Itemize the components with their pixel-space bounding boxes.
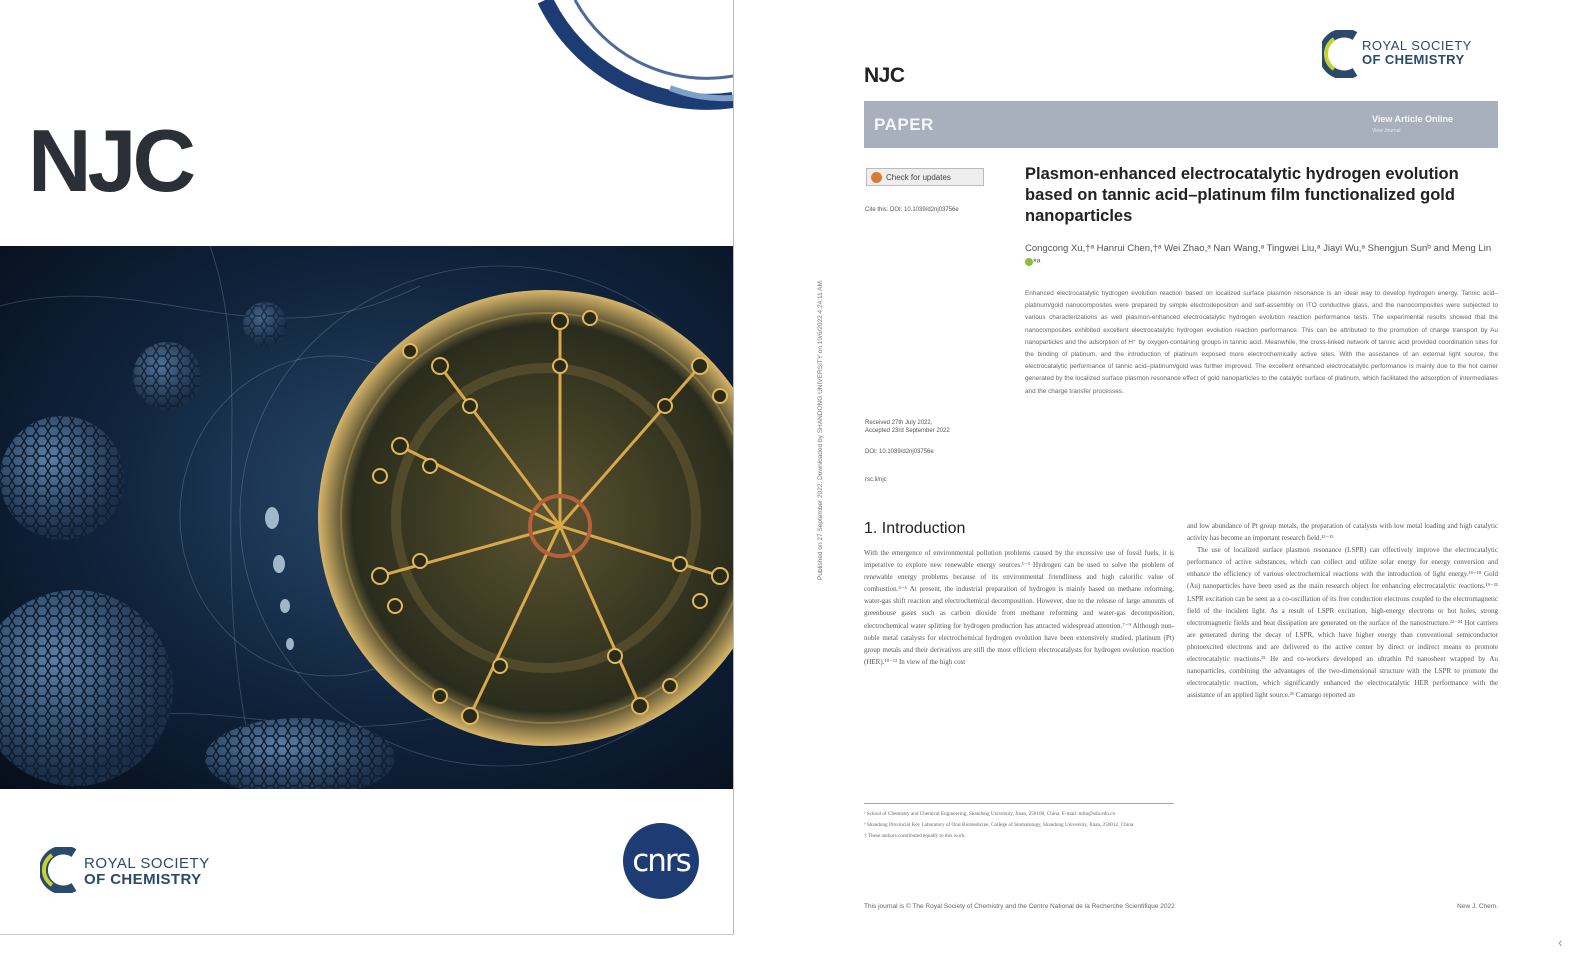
article-publisher-name [1362, 39, 1502, 66]
body-column-left: With the emergence of environmental pollution problems caused by the excessive use of fossil fuels, it is imperative to explore new renewable energy sources.¹⁻³ Hydrogen can be used to solve the problem of renewable energy problems because of its environmental friendliness and high calorific value of combustion.⁴⁻⁶ At present, the industrial preparation of hydrogen is mainly based on methane reforming, water-gas shift reaction and electrochemical decomposition. However, due to the release of large amounts of greenhouse gases such as carbon dioxide from methane reforming and water-gas decomposition, electrochemical water splitting for hydrogen production has attracted widespread attention.⁷⁻⁹ Although non-noble metal catalysts for electrochemical hydrogen evolution have been extensively studied, platinum (Pt) group metals and their derivatives are still the most efficient electrocatalysts for hydrogen evolution reaction (HER).¹⁰⁻¹² In view of the high cost [864, 549, 1174, 666]
check-for-updates-button[interactable] [866, 168, 984, 186]
body-column-right [1187, 520, 1498, 701]
authors-text: Congcong Xu,†ᵃ Hanrui Chen,†ᵃ Wei Zhao,ᵃ Nan Wang,ᵃ Tingwei Liu,ᵃ Jiayi Wu,ᵃ Shengjun Sunᵇ and Meng Lin [1025, 243, 1492, 254]
article-type-bar [864, 101, 1498, 148]
rsc-logo-mark [1322, 30, 1358, 78]
check-updates-icon [871, 172, 882, 183]
received-dates [865, 419, 950, 435]
cite-this: Cite this: DOI: 10.1039/d2nj03756e [865, 207, 959, 213]
cover-publisher-line1: ROYAL SOCIETY [84, 855, 210, 872]
body-paragraph: The use of localized surface plasmon resonance (LSPR) can effectively improve the electrocatalytic performance of active substances, which can collect and utilize solar energy for energy conversion and enhance the efficiency of various electrochemical reactions with the introduction of light energy.¹⁶⁻¹⁸ Gold (Au) nanoparticles have been used as the main research object for enhancing electrocatalytic reactions.¹⁹⁻²¹ LSPR excitation can be seen as a co-oscillation of its free conduction electrons coupled to the electromagnetic field of the incident light. As a result of LSPR excitation, high-energy electrons or hot holes, strong electromagnetic fields and heat dissipation are generated on the surface of the nanostructure.²²⁻²⁴ Hot carriers are generated during the decay of LSPR, which have higher energy than conventional semiconductor photoexcited electrons and are delivered to the active center by direct or indirect means to promote electrocatalytic reactions.²⁵ He and co-workers developed an ultrathin Pd nanosheet wrapped by Au nanoparticles, combining the advantages of the two-dimensional structure with the LSPR to promote the electrocatalytic reaction, which significantly enhanced the electrocatalytic HER performance with the assistance of an applied light source.²⁶ Camargo reported an [1187, 546, 1498, 700]
footer-copyright: This journal is © The Royal Society of Chemistry and the Centre National de la Recherche Scientifique 2022 [864, 903, 1175, 910]
footnotes [864, 809, 1174, 841]
view-journal-link[interactable]: View Journal [1372, 128, 1401, 134]
rsc-logo-mark [40, 847, 78, 893]
check-updates-label: Check for updates [886, 172, 951, 182]
cover-publisher-name [84, 856, 210, 888]
accepted-date: Accepted 23rd September 2022 [865, 428, 950, 434]
footer-journal-abbrev: New J. Chem. [1457, 903, 1498, 910]
article-title: Plasmon-enhanced electrocatalytic hydrogen evolution based on tannic acid–platinum film functionalized gold nanoparticles [1025, 165, 1459, 225]
article-publisher-line2: OF CHEMISTRY [1362, 51, 1465, 67]
cover-journal-title: NJC [28, 111, 193, 210]
cnrs-logo-text: cnrs [632, 843, 690, 879]
body-paragraph: and low abundance of Pt group metals, the preparation of catalysts with low metal loading and high catalytic activity has become an important research field.¹³⁻¹⁵ [1187, 522, 1498, 543]
orcid-icon[interactable] [1025, 258, 1033, 266]
footnote: ᵃ School of Chemistry and Chemical Engineering, Shandong University, Jinan, 250100, China. E-mail: mlin@sdu.edu.cn [864, 811, 1116, 817]
journal-link[interactable]: rsc.li/njc [865, 477, 887, 483]
journal-cover [0, 0, 734, 935]
article-authors [1025, 242, 1495, 270]
footnote: † These authors contributed equally to this work. [864, 832, 966, 839]
cover-publisher-line2: OF CHEMISTRY [84, 870, 202, 888]
received-date: Received 27th July 2022, [865, 420, 933, 426]
article-journal-title: NJC [864, 64, 905, 87]
section-heading-introduction: 1. Introduction [864, 520, 966, 537]
cnrs-logo [623, 823, 699, 899]
cover-artwork [0, 246, 733, 789]
cover-arc-decoration [520, 0, 733, 115]
article-abstract: Enhanced electrocatalytic hydrogen evolution reaction based on localized surface plasmon resonance is an ideal way to develop hydrogen energy. Tannic acid–platinum/gold nanocomposites were prepared by simple electrodeposition and self-assembly on ITO conductive glass, and the nanocomposites were subjected to various characterizations as well plasmon-enhanced electrocatalytic hydrogen evolution reaction performance tests. The experimental results showed that the nanocomposites exhibited excellent electrocatalytic hydrogen evolution reaction performance. This can be attributed to the promotion of charge transport by Au nanoparticles and the adsorption of H⁺ by oxygen-containing groups in tannic acid. Meanwhile, the cross-linked network of tannic acid provided coordination sites for the binding of platinum, and the introduction of platinum exposed more electrochemically active sites. With the assistance of an external light source, the electrocatalytic performance of tannic acid–platinum/gold was further improved. The excellent enhanced electrocatalytic performance is mainly due to the hot carrier generated by the localized surface plasmon resonance effect of gold nanoparticles to the catalytic surface of platinum, which facilitated the adsorption of intermediates and the charge transfer processes. [1025, 290, 1498, 395]
scroll-left-icon[interactable]: ‹ [1558, 934, 1563, 950]
footnote-divider [864, 803, 1174, 804]
download-stamp: Published on 27 September 2022. Downloaded by SHANDONG UNIVERSITY on 10/6/2022 4:24:11 AM. [817, 279, 824, 580]
article-type-label: PAPER [874, 115, 934, 134]
page-footer [864, 903, 1498, 910]
authors-suffix: *ᵃ [1033, 257, 1041, 268]
footnote: ᵇ Shandong Provincial Key Laboratory of Oral Biomedicine, College of Stomatology, Shandong University, Jinan, 250012, China [864, 821, 1134, 828]
article-publisher-line1: ROYAL SOCIETY [1362, 38, 1472, 53]
view-article-online-link[interactable]: View Article Online [1372, 114, 1454, 124]
article-doi: DOI: 10.1039/d2nj03756e [865, 449, 934, 455]
